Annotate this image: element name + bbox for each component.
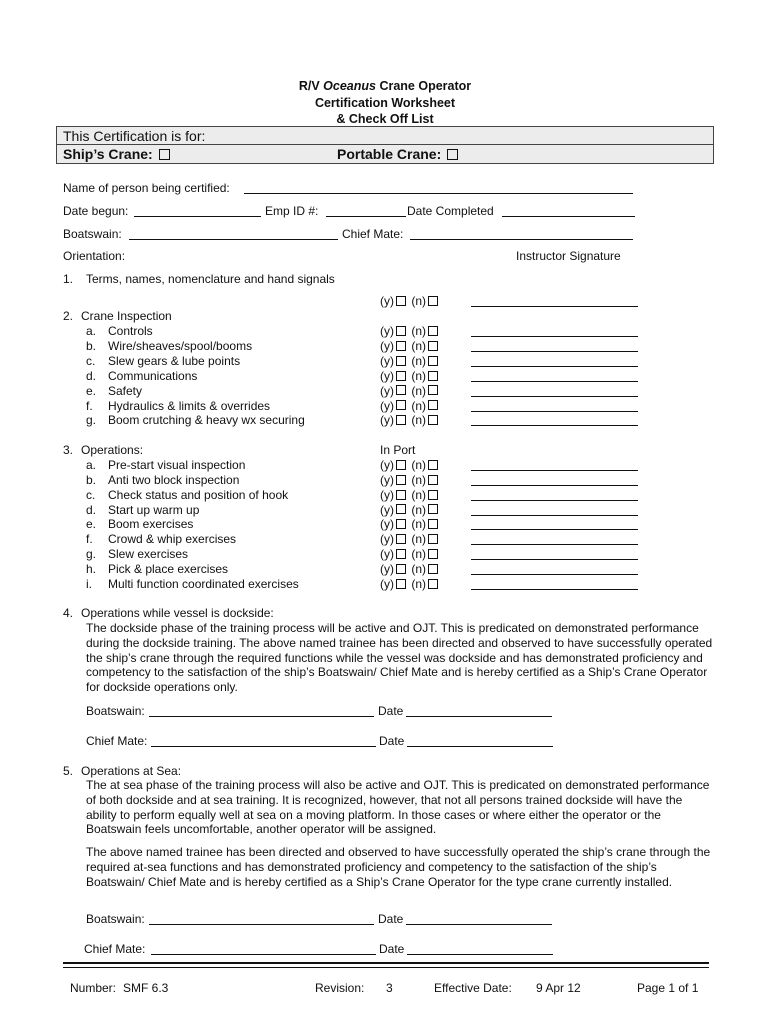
- no-checkbox[interactable]: [428, 341, 438, 351]
- item-text: Hydraulics & limits & overrides: [108, 398, 271, 413]
- item-yes-no: (y) (n): [380, 473, 440, 487]
- instructor-signature-line[interactable]: [471, 396, 638, 397]
- item-letter: h.: [86, 561, 97, 576]
- instructor-signature-line[interactable]: [471, 485, 638, 486]
- yes-checkbox[interactable]: [396, 564, 406, 574]
- instructor-signature-line[interactable]: [471, 500, 638, 501]
- yes-checkbox[interactable]: [396, 519, 406, 529]
- no-checkbox[interactable]: [428, 415, 438, 425]
- no-checkbox[interactable]: [428, 490, 438, 500]
- section-4-chief-mate-field[interactable]: [151, 746, 376, 747]
- item-yes-no: (y) (n): [380, 517, 440, 531]
- yes-checkbox[interactable]: [396, 385, 406, 395]
- portable-crane-option: Portable Crane:: [337, 146, 458, 162]
- footer-rule-thick: [63, 962, 709, 964]
- section-1-title: Terms, names, nomenclature and hand signals: [86, 272, 335, 286]
- item-text: Check status and position of hook: [108, 487, 289, 502]
- item-text: Boom exercises: [108, 517, 194, 532]
- section-3-number: 3.: [63, 443, 74, 457]
- no-checkbox[interactable]: [428, 519, 438, 529]
- footer-number-value: SMF 6.3: [123, 981, 169, 995]
- instructor-signature-line[interactable]: [471, 544, 638, 545]
- section-2-number: 2.: [63, 309, 74, 323]
- item-letter: g.: [86, 547, 97, 562]
- item-text: Wire/sheaves/spool/booms: [108, 338, 253, 353]
- no-checkbox[interactable]: [428, 549, 438, 559]
- item-yes-no: (y) (n): [380, 369, 440, 383]
- item-text: Controls: [108, 324, 153, 338]
- section-2-title: Crane Inspection: [81, 309, 172, 323]
- instructor-signature-line[interactable]: [471, 411, 638, 412]
- item-letter: e.: [86, 517, 97, 532]
- date-begun-field[interactable]: [134, 216, 261, 217]
- item-text: Slew exercises: [108, 547, 189, 562]
- section-5-chief-mate-field[interactable]: [151, 954, 376, 955]
- vessel-name: Oceanus: [323, 79, 376, 93]
- instructor-signature-line[interactable]: [471, 559, 638, 560]
- no-checkbox[interactable]: [428, 534, 438, 544]
- item-letter: a.: [86, 324, 97, 338]
- section-5-boatswain-date-label: Date: [378, 912, 404, 926]
- no-checkbox[interactable]: [428, 504, 438, 514]
- section-5-chief-mate-label: Chief Mate:: [84, 942, 146, 956]
- section-5-paragraph-2: The above named trainee has been directed and observed to have successfully operated the ship’s crane through the required at-sea functions and has demonstrated proficiency and competency to the satisfaction of the ship’s Boatswain/ Chief Mate and is hereby certified as a Ship’s Crane Operator for the type crane currently installed.: [86, 845, 711, 889]
- item-yes-no: (y) (n): [380, 324, 440, 338]
- chief-mate-label: Chief Mate:: [342, 227, 404, 241]
- item-yes-no: (y) (n): [380, 488, 440, 502]
- item-yes-no: (y) (n): [380, 577, 440, 591]
- item-letter: i.: [86, 576, 92, 591]
- yes-checkbox[interactable]: [396, 356, 406, 366]
- in-port-header: In Port: [380, 443, 416, 457]
- section-4-chief-mate-date-label: Date: [379, 734, 405, 748]
- yes-checkbox[interactable]: [396, 475, 406, 485]
- no-checkbox[interactable]: [428, 475, 438, 485]
- certification-for-label: This Certification is for:: [63, 128, 206, 144]
- item-text: Pre-start visual inspection: [108, 458, 246, 472]
- item-yes-no: (y) (n): [380, 399, 440, 413]
- footer-page: Page 1 of 1: [637, 981, 699, 995]
- section-5-number: 5.: [63, 764, 74, 778]
- yes-checkbox[interactable]: [396, 296, 406, 306]
- no-checkbox[interactable]: [428, 385, 438, 395]
- no-checkbox[interactable]: [428, 400, 438, 410]
- section-5-chief-mate-date-field[interactable]: [407, 954, 553, 955]
- footer-revision-value: 3: [386, 981, 393, 995]
- yes-checkbox[interactable]: [396, 326, 406, 336]
- instructor-signature-line[interactable]: [471, 336, 638, 337]
- section-5-boatswain-date-field[interactable]: [406, 924, 552, 925]
- yes-checkbox[interactable]: [396, 549, 406, 559]
- no-checkbox[interactable]: [428, 356, 438, 366]
- no-checkbox[interactable]: [428, 296, 438, 306]
- item-text: Boom crutching & heavy wx securing: [108, 413, 305, 428]
- item-letter: c.: [86, 487, 96, 502]
- no-checkbox[interactable]: [428, 371, 438, 381]
- yes-checkbox[interactable]: [396, 341, 406, 351]
- yes-checkbox[interactable]: [396, 400, 406, 410]
- yes-checkbox[interactable]: [396, 415, 406, 425]
- date-completed-field[interactable]: [502, 216, 635, 217]
- item-yes-no: (y) (n): [380, 458, 440, 472]
- yes-checkbox[interactable]: [396, 579, 406, 589]
- section-5-boatswain-field[interactable]: [149, 924, 374, 925]
- yes-checkbox[interactable]: [396, 534, 406, 544]
- section-5-boatswain-label: Boatswain:: [86, 912, 145, 926]
- section-4-number: 4.: [63, 606, 74, 620]
- item-yes-no: (y) (n): [380, 532, 440, 546]
- section-4-chief-mate-label: Chief Mate:: [86, 734, 148, 748]
- section-4-paragraph: The dockside phase of the training process will be active and OJT. This is predicated on demonstrated performance during the dockside training. The above named trainee has been directed and observed to have successfully operated the ship’s crane through the required functions while the vessel was dockside and has demonstrated proficiency and competency to the satisfaction of the ship’s Boatswain/ Chief Mate and is hereby certified as a Ship’s Crane Operator for dockside operations only.: [86, 621, 713, 695]
- item-letter: f.: [86, 532, 93, 547]
- item-letter: d.: [86, 368, 97, 383]
- item-letter: g.: [86, 413, 97, 428]
- section-5-title: Operations at Sea:: [81, 764, 182, 778]
- section-1-yn: (y) (n): [380, 294, 440, 308]
- item-text: Slew gears & lube points: [108, 353, 241, 368]
- item-letter: c.: [86, 353, 96, 368]
- chief-mate-field[interactable]: [410, 239, 633, 240]
- instructor-signature-line[interactable]: [471, 589, 638, 590]
- item-text: Multi function coordinated exercises: [108, 576, 299, 591]
- emp-id-label: Emp ID #:: [265, 204, 319, 218]
- item-text: Communications: [108, 368, 198, 383]
- date-completed-label: Date Completed: [407, 204, 494, 218]
- section-4-chief-mate-date-field[interactable]: [407, 746, 553, 747]
- yes-checkbox[interactable]: [396, 490, 406, 500]
- instructor-signature-line[interactable]: [471, 366, 638, 367]
- item-text: Pick & place exercises: [108, 561, 229, 576]
- item-letter: b.: [86, 338, 97, 353]
- boatswain-field[interactable]: [129, 239, 338, 240]
- item-text: Safety: [108, 383, 143, 398]
- item-yes-no: (y) (n): [380, 503, 440, 517]
- yes-checkbox[interactable]: [396, 504, 406, 514]
- section-1-number: 1.: [63, 272, 74, 286]
- orientation-label: Orientation:: [63, 249, 126, 263]
- emp-id-field[interactable]: [326, 216, 406, 217]
- instructor-signature-line[interactable]: [471, 351, 638, 352]
- item-letter: b.: [86, 472, 97, 487]
- no-checkbox[interactable]: [428, 460, 438, 470]
- instructor-signature-line[interactable]: [471, 470, 638, 471]
- footer-effective-date-label: Effective Date:: [434, 981, 512, 995]
- portable-crane-checkbox[interactable]: [447, 149, 458, 160]
- instructor-signature-line[interactable]: [471, 381, 638, 382]
- item-yes-no: (y) (n): [380, 547, 440, 561]
- title-line-3: & Check Off List: [336, 112, 434, 126]
- item-yes-no: (y) (n): [380, 384, 440, 398]
- yes-checkbox[interactable]: [396, 460, 406, 470]
- item-letter: f.: [86, 398, 93, 413]
- instructor-signature-line[interactable]: [471, 306, 638, 307]
- item-letter: a.: [86, 458, 97, 472]
- item-letter: e.: [86, 383, 97, 398]
- section-4-boatswain-date-field[interactable]: [406, 716, 552, 717]
- item-text: Start up warm up: [108, 502, 200, 517]
- section-4-title: Operations while vessel is dockside:: [81, 606, 274, 620]
- footer-rule-thin: [63, 967, 709, 968]
- instructor-signature-line[interactable]: [471, 574, 638, 575]
- section-5-chief-mate-date-label: Date: [379, 942, 405, 956]
- section-4-boatswain-date-label: Date: [378, 704, 404, 718]
- no-checkbox[interactable]: [428, 564, 438, 574]
- item-text: Anti two block inspection: [108, 472, 240, 487]
- ships-crane-option: Ship’s Crane:: [63, 146, 170, 162]
- title-line-2: Certification Worksheet: [314, 96, 456, 110]
- item-yes-no: (y) (n): [380, 354, 440, 368]
- certification-for-row: [56, 126, 714, 146]
- instructor-signature-line[interactable]: [471, 425, 638, 426]
- name-label: Name of person being certified:: [63, 181, 230, 195]
- footer-number-label: Number:: [70, 981, 117, 995]
- item-yes-no: (y) (n): [380, 339, 440, 353]
- name-field[interactable]: [244, 193, 633, 194]
- yes-checkbox[interactable]: [396, 371, 406, 381]
- section-4-boatswain-field[interactable]: [149, 716, 374, 717]
- item-letter: d.: [86, 502, 97, 517]
- no-checkbox[interactable]: [428, 579, 438, 589]
- no-checkbox[interactable]: [428, 326, 438, 336]
- instructor-signature-line[interactable]: [471, 529, 638, 530]
- section-5-paragraph-1: The at sea phase of the training process will also be active and OJT. This is predicated on demonstrated performance of both dockside and at sea training. It is recognized, however, that not all persons trained dockside will have the ability to perform equally well at sea on a moving platform. In those cases or where either the operator or the Boatswain feels uncomfortable, another operator will be assigned.: [86, 778, 710, 837]
- crane-type-row: [56, 144, 714, 164]
- item-yes-no: (y) (n): [380, 562, 440, 576]
- item-yes-no: (y) (n): [380, 413, 440, 427]
- footer-revision-label: Revision:: [315, 981, 365, 995]
- section-3-title: Operations:: [81, 443, 144, 457]
- section-4-boatswain-label: Boatswain:: [86, 704, 145, 718]
- instructor-signature-header: Instructor Signature: [516, 249, 621, 263]
- date-begun-label: Date begun:: [63, 204, 129, 218]
- item-text: Crowd & whip exercises: [108, 532, 237, 547]
- ships-crane-checkbox[interactable]: [159, 149, 170, 160]
- title-line-1: R/V Oceanus Crane Operator: [298, 79, 472, 93]
- instructor-signature-line[interactable]: [471, 515, 638, 516]
- boatswain-label: Boatswain:: [63, 227, 122, 241]
- footer-effective-date-value: 9 Apr 12: [536, 981, 581, 995]
